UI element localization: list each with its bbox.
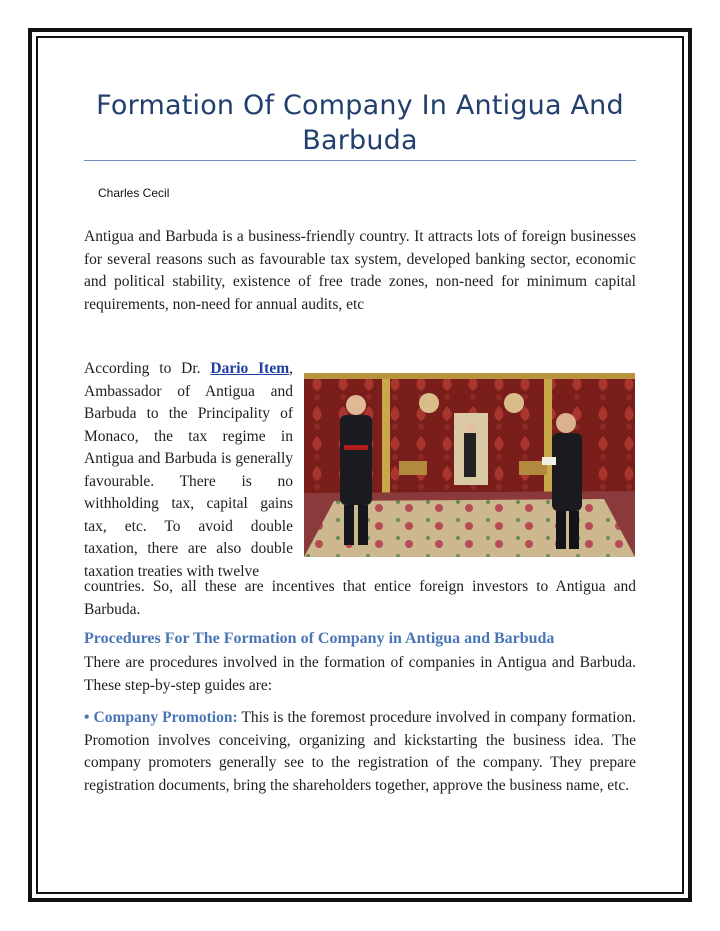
- quote-continuation: countries. So, all these are incentives that entice foreign investors to Antigua and Barbuda.: [84, 578, 636, 618]
- bullet-label: • Company Promotion:: [84, 709, 238, 726]
- procedures-intro: There are procedures involved in the formation of companies in Antigua and Barbuda. These step-by-step guides are:: [84, 654, 636, 694]
- procedures-heading: Procedures For The Formation of Company in Antigua and Barbuda: [84, 630, 555, 647]
- author-name: Charles Cecil: [98, 186, 170, 200]
- document-title: Formation Of Company In Antigua And Barbuda: [96, 90, 624, 156]
- title-divider: [84, 160, 636, 161]
- quote-body: , Ambassador of Antigua and Barbuda to the Principality of Monaco, the tax regime in Antigua and Barbuda is generally favourable. There is no withholding tax, capital gains tax, etc. To avoid double taxation, there are also double taxation treaties with twelve: [84, 360, 293, 580]
- intro-paragraph: Antigua and Barbuda is a business-friendly country. It attracts lots of foreign businesses for several reasons such as favourable tax system, developed banking sector, economic and political stability, existence of free trade zones, non-need for minimum capital requirements, non-need for annual audits, etc: [84, 228, 636, 313]
- ceremony-photo: [304, 373, 635, 557]
- quote-prefix: According to Dr.: [84, 360, 211, 377]
- bullet-company-promotion: [84, 707, 636, 797]
- ambassador-quote: [84, 358, 293, 583]
- bullet-text: This is the foremost procedure involved in company formation. Promotion involves conceiving, organizing and kickstarting the business idea. The company promoters generally see to the registration of the company. They prepare registration documents, bring the shareholders together, approve the business name, etc.: [84, 709, 636, 794]
- dario-item-link[interactable]: Dario Item: [210, 360, 290, 377]
